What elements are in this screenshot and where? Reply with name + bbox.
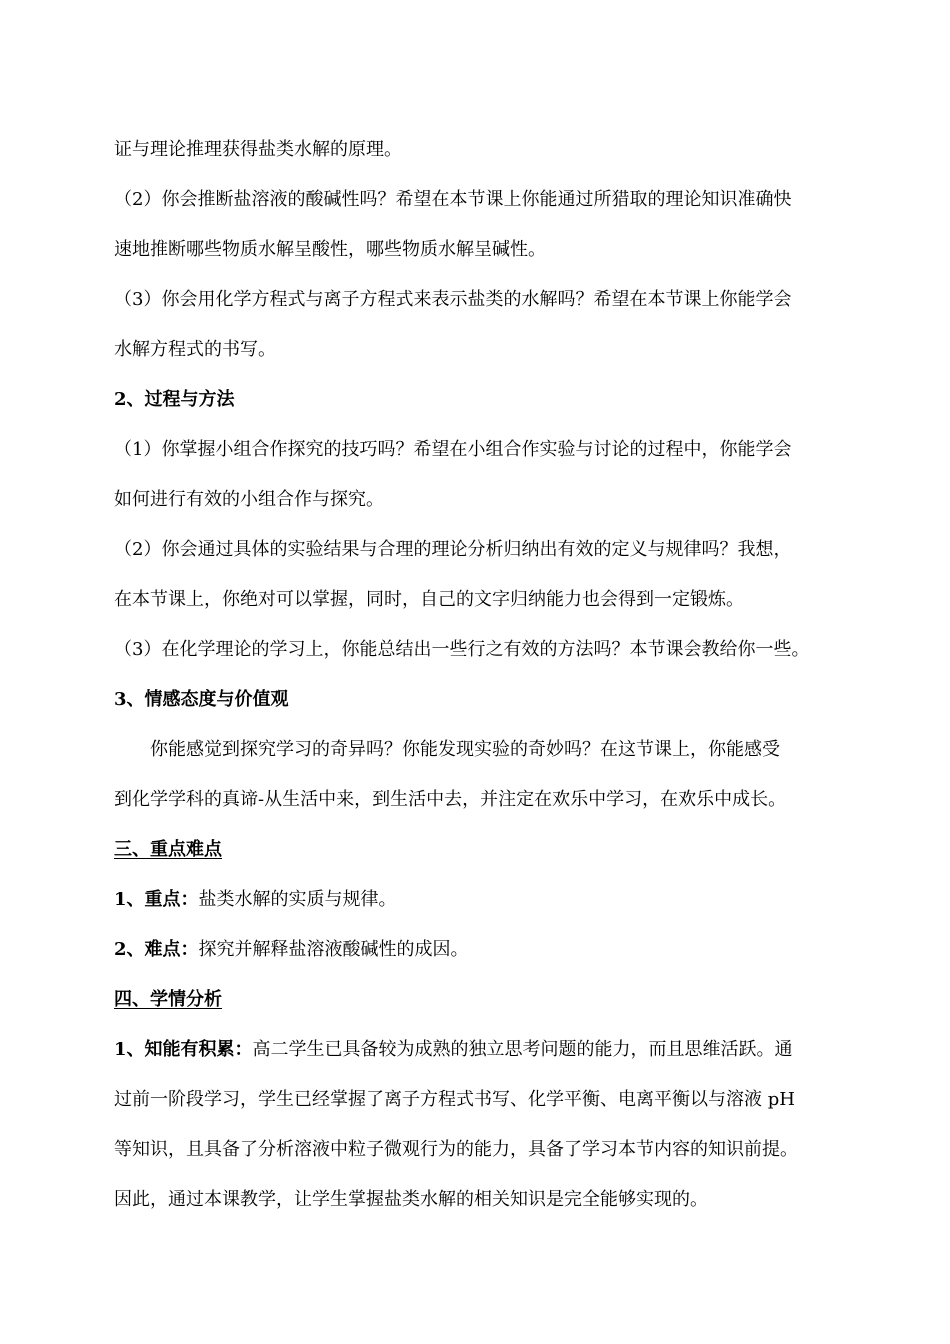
paragraph-line: （2）你会推断盐溶液的酸碱性吗？希望在本节课上你能通过所猎取的理论知识准确快 (114, 189, 792, 210)
difficulty-text: 探究并解释盐溶液酸碱性的成因。 (198, 939, 469, 960)
section-heading: 2、过程与方法 (114, 389, 235, 410)
analysis-line (114, 1037, 854, 1063)
paragraph-line: 水解方程式的书写。 (114, 339, 276, 360)
paragraph-line: 过前一阶段学习，学生已经掌握了离子方程式书写、化学平衡、电离平衡以与溶液 pH (114, 1089, 795, 1110)
paragraph-line: （3）你会用化学方程式与离子方程式来表示盐类的水解吗？希望在本节课上你能学会 (114, 289, 792, 310)
key-point-text: 盐类水解的实质与规律。 (198, 889, 397, 910)
paragraph-line: （3）在化学理论的学习上，你能总结出一些行之有效的方法吗？本节课会教给你一些。 (114, 639, 810, 660)
key-point-line (114, 887, 854, 913)
paragraph-line: 等知识，且具备了分析溶液中粒子微观行为的能力，具备了学习本节内容的知识前提。 (114, 1139, 798, 1160)
paragraph-line: 在本节课上，你绝对可以掌握，同时，自己的文字归纳能力也会得到一定锻炼。 (114, 589, 744, 610)
key-point-label: 1、重点： (114, 889, 199, 910)
difficulty-label: 2、难点： (114, 939, 199, 960)
paragraph-line: 证与理论推理获得盐类水解的原理。 (114, 139, 402, 160)
difficulty-line (114, 937, 854, 963)
chapter-heading: 三、重点难点 (114, 839, 222, 860)
paragraph-line: 到化学学科的真谛-从生活中来，到生活中去，并注定在欢乐中学习，在欢乐中成长。 (114, 789, 787, 810)
paragraph-line: （2）你会通过具体的实验结果与合理的理论分析归纳出有效的定义与规律吗？我想， (114, 539, 792, 560)
paragraph-line: 你能感觉到探究学习的奇异吗？你能发现实验的奇妙吗？在这节课上，你能感受 (150, 739, 780, 760)
paragraph-line: 如何进行有效的小组合作与探究。 (114, 489, 384, 510)
analysis-label: 1、知能有积累： (114, 1039, 253, 1060)
paragraph-line: （1）你掌握小组合作探究的技巧吗？希望在小组合作实验与讨论的过程中，你能学会 (114, 439, 792, 460)
paragraph-line: 因此，通过本课教学，让学生掌握盐类水解的相关知识是完全能够实现的。 (114, 1189, 708, 1210)
analysis-text: 高二学生已具备较为成熟的独立思考问题的能力，而且思维活跃。通 (252, 1039, 793, 1060)
paragraph-line: 速地推断哪些物质水解呈酸性，哪些物质水解呈碱性。 (114, 239, 546, 260)
chapter-heading: 四、学情分析 (114, 989, 222, 1010)
section-heading: 3、情感态度与价值观 (114, 689, 289, 710)
